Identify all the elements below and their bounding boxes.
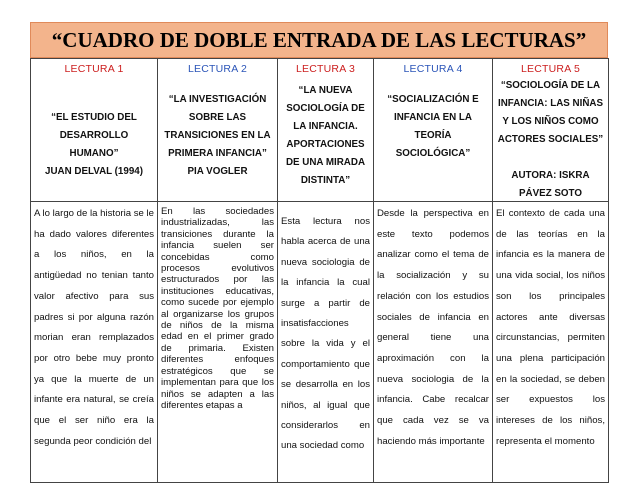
- reading-summary: En las sociedades industrializadas, las transiciones durante la infancia suelen ser concebidas como procesos evolutivos estructurados por las instituciones educativas, como sucede por ejemplo al organizarse los grupos de niños de la misma edad en el primer grado de primaria. Existen diferentes enfoques estratégicos que se implementan para que los niños se adapten a las diferentes etapas a: [161, 206, 274, 411]
- reading-author: PIA VOGLER: [187, 166, 248, 177]
- comparison-table: [30, 58, 609, 483]
- reading-title-line: “LA INVESTIGACIÓN: [168, 94, 267, 105]
- reading-author: PÁVEZ SOTO: [519, 188, 582, 199]
- reading-title-line: TRANSICIONES EN LA: [164, 130, 271, 141]
- reading-author: JUAN DELVAL (1994): [45, 166, 143, 177]
- lectura-label: LECTURA 1: [64, 63, 124, 75]
- reading-title-line: SOBRE LAS: [188, 112, 247, 123]
- reading-summary: El contexto de cada una de las teorías en la infancia es la manera de una vida social, los niños son los principales actores ante diversas circunstancias, permiten una plena participación en la sociedad, se deben ser expuestos los intereses de los niños, representa el momento: [496, 208, 605, 447]
- reading-title-line: “SOCIALIZACIÓN E: [387, 94, 479, 105]
- reading-title-line: DE UNA MIRADA: [285, 157, 366, 168]
- reading-title-line: INFANCIA EN LA: [393, 112, 472, 123]
- reading-title-line: APORTACIONES: [286, 139, 365, 150]
- reading-title-line: LA INFANCIA.: [293, 121, 358, 132]
- reading-title-line: “SOCIOLOGÍA DE LA: [500, 80, 601, 91]
- lectura-label: LECTURA 4: [403, 63, 463, 75]
- reading-summary: Esta lectura nos habla acerca de una nueva sociologia de la infancia la cual surge a partir de insatisfacciones sobre la vida y el comportamiento que se desarrolla en los niños, al igual que considerarlos en una sociedad como: [281, 216, 370, 452]
- content-cell-2: [158, 202, 278, 483]
- reading-title-line: INFANCIA: LAS NIÑAS: [497, 98, 604, 109]
- column-header-1: [31, 59, 158, 202]
- content-cell-4: [374, 202, 493, 483]
- content-cell-3: [278, 202, 374, 483]
- content-cell-5: [493, 202, 609, 483]
- reading-summary: Desde la perspectiva en este texto podemos analizar como el tema de la socialización y su relación con los estudios sociales de infancia en general tiene una aproximación con la nueva sociologia de la infancia. Cabe recalcar que cada vez se va haciendo más importante: [377, 208, 489, 447]
- column-header-2: [158, 59, 278, 202]
- reading-title-line: PRIMERA INFANCIA”: [168, 148, 267, 159]
- lectura-label: LECTURA 3: [296, 63, 355, 75]
- column-header-3: [278, 59, 374, 202]
- lectura-label: LECTURA 2: [188, 63, 247, 75]
- reading-title-line: SOCIOLÓGICA”: [395, 148, 471, 159]
- reading-title-line: “EL ESTUDIO DEL: [51, 112, 137, 123]
- reading-title-line: “LA NUEVA: [298, 85, 353, 96]
- content-cell-1: [31, 202, 158, 483]
- reading-summary: A lo largo de la historia se le ha dado valores diferentes a los niños, en la antigüedad no tenian tanto valor afectivo para sus padres si por alguna razón morian eran remplazados por otro bebe muy pronto ya que la muerte de un infante era natural, se creía que el ser niño era la segunda peor condición del: [34, 208, 154, 447]
- reading-title-line: DISTINTA”: [300, 175, 351, 186]
- column-header-5: [493, 59, 609, 202]
- page-title: “CUADRO DE DOBLE ENTRADA DE LAS LECTURAS”: [30, 22, 608, 58]
- reading-title-line: ACTORES SOCIALES”: [497, 134, 604, 145]
- content-row: [31, 202, 609, 483]
- column-header-4: [374, 59, 493, 202]
- reading-title-line: TEORÍA: [414, 130, 452, 141]
- header-row: [31, 59, 609, 202]
- lectura-label: LECTURA 5: [521, 63, 580, 75]
- reading-title-line: Y LOS NIÑOS COMO: [502, 116, 599, 127]
- reading-title-line: DESARROLLO: [59, 130, 129, 141]
- reading-author: AUTORA: ISKRA: [511, 170, 590, 181]
- reading-title-line: SOCIOLOGÍA DE: [286, 103, 365, 114]
- reading-title-line: HUMANO”: [69, 148, 119, 159]
